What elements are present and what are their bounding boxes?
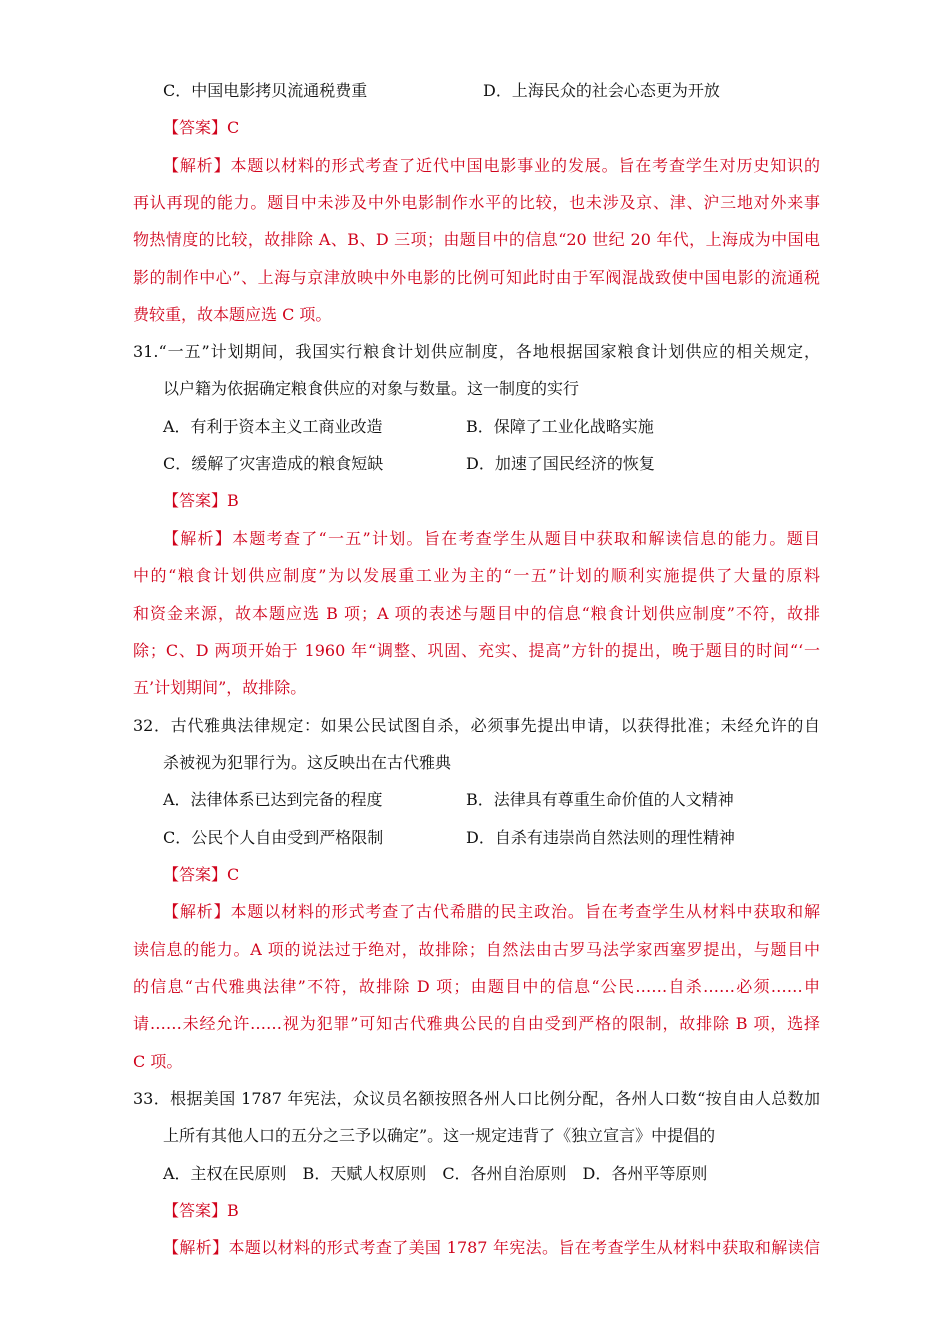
q31-analysis-line: 【解析】本题考查了“一五”计划。旨在考查学生从题目中获取和解读信息的能力。题目 <box>163 529 820 548</box>
q31-analysis-line: 除；C、D 两项开始于 1960 年“调整、巩固、充实、提高”方针的提出，晚于题目的时间“‘一 <box>133 641 820 660</box>
q32-analysis-line: 请……未经允许……视为犯罪”可知古代雅典公民的自由受到严格的限制，故排除 B 项，选择 <box>133 1014 820 1033</box>
q32-option-a: A．法律体系已达到完备的程度 <box>163 790 383 809</box>
q30-analysis-line: 【解析】本题以材料的形式考查了近代中国电影事业的发展。旨在考查学生对历史知识的 <box>163 156 820 175</box>
q32-analysis-line: 【解析】本题以材料的形式考查了古代希腊的民主政治。旨在考查学生从材料中获取和解 <box>163 902 820 921</box>
q32-analysis-line: 读信息的能力。A 项的说法过于绝对，故排除；自然法由古罗马法学家西塞罗提出，与题目中 <box>133 940 820 959</box>
q31-analysis-line: 和资金来源，故本题应选 B 项；A 项的表述与题目中的信息“粮食计划供应制度”不符，故排 <box>133 604 820 623</box>
q32-option-c: C．公民个人自由受到严格限制 <box>163 828 384 847</box>
q30-option-d: D．上海民众的社会心态更为开放 <box>483 81 720 100</box>
q32-analysis-line: C 项。 <box>133 1052 183 1071</box>
q31-option-d: D．加速了国民经济的恢复 <box>466 454 655 473</box>
q33-stem-line: 33．根据美国 1787 年宪法，众议员名额按照各州人口比例分配，各州人口数“按自由人总数加 <box>133 1089 820 1108</box>
q33-stem-line: 上所有其他人口的五分之三予以确定”。这一规定违背了《独立宣言》中提倡的 <box>163 1126 716 1145</box>
q32-option-b: B．法律具有尊重生命价值的人文精神 <box>466 790 734 809</box>
q33-answer: 【答案】B <box>163 1201 239 1220</box>
q30-analysis-line: 费较重，故本题应选 C 项。 <box>133 305 332 324</box>
q31-stem-line: 31.“一五”计划期间，我国实行粮食计划供应制度，各地根据国家粮食计划供应的相关规定， <box>133 342 820 361</box>
q30-analysis-line: 影的制作中心”、上海与京津放映中外电影的比例可知此时由于军阀混战致使中国电影的流通税 <box>133 268 820 287</box>
q31-analysis-line: 五’计划期间”，故排除。 <box>133 678 307 697</box>
q33-analysis-line: 【解析】本题以材料的形式考查了美国 1787 年宪法。旨在考查学生从材料中获取和解读信 <box>163 1238 820 1257</box>
q30-option-c: C．中国电影拷贝流通税费重 <box>163 81 368 100</box>
q32-option-d: D．自杀有违崇尚自然法则的理性精神 <box>466 828 735 847</box>
q31-stem-line: 以户籍为依据确定粮食供应的对象与数量。这一制度的实行 <box>163 379 580 398</box>
q31-option-c: C．缓解了灾害造成的粮食短缺 <box>163 454 384 473</box>
q33-options: A．主权在民原则 B．天赋人权原则 C．各州自治原则 D．各州平等原则 <box>163 1164 708 1183</box>
q32-analysis-line: 的信息“古代雅典法律”不符，故排除 D 项；由题目中的信息“公民……自杀……必须……申 <box>133 977 820 996</box>
q30-answer: 【答案】C <box>163 118 240 137</box>
q31-analysis-line: 中的“粮食计划供应制度”为以发展重工业为主的“一五”计划的顺利实施提供了大量的原料 <box>133 566 820 585</box>
q32-answer: 【答案】C <box>163 865 240 884</box>
q31-answer: 【答案】B <box>163 491 239 510</box>
q31-option-b: B．保障了工业化战略实施 <box>466 417 654 436</box>
q32-stem-line: 32．古代雅典法律规定：如果公民试图自杀，必须事先提出申请，以获得批准；未经允许的自 <box>133 716 820 735</box>
q30-analysis-line: 再认再现的能力。题目中未涉及中外电影制作水平的比较，也未涉及京、津、沪三地对外来事 <box>133 193 820 212</box>
q30-analysis-line: 物热情度的比较，故排除 A、B、D 三项；由题目中的信息“20 世纪 20 年代，上海成为中国电 <box>133 230 820 249</box>
q31-option-a: A．有利于资本主义工商业改造 <box>163 417 383 436</box>
q32-stem-line: 杀被视为犯罪行为。这反映出在古代雅典 <box>163 753 452 772</box>
